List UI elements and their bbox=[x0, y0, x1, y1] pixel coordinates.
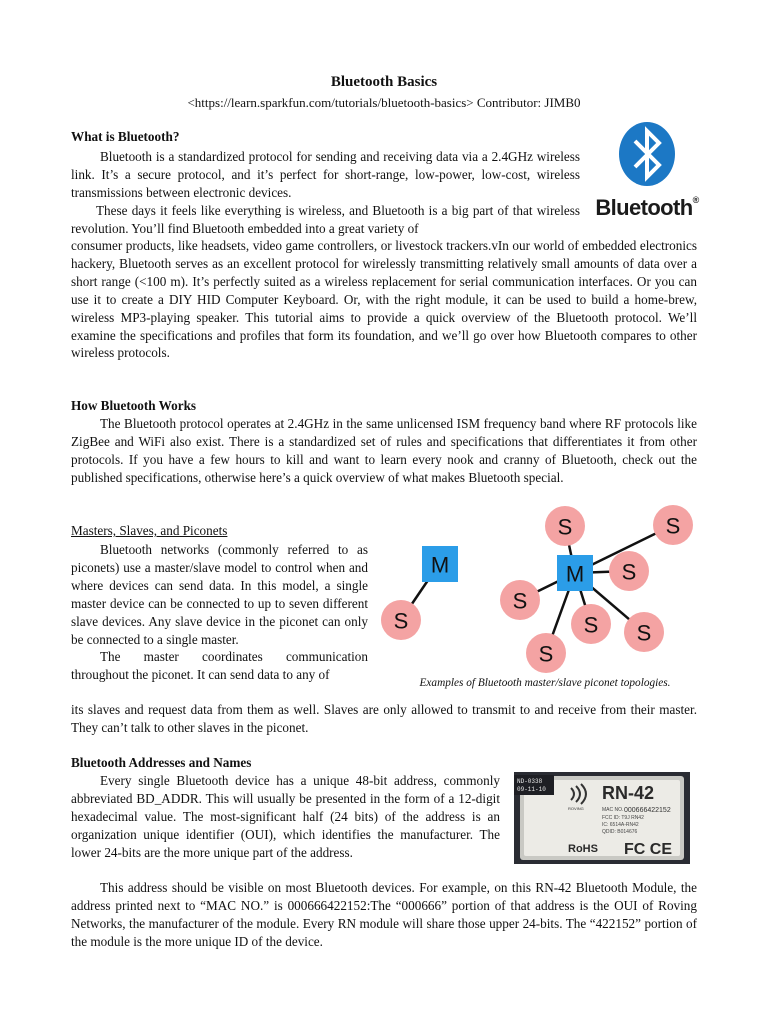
registered-mark: ® bbox=[692, 195, 699, 205]
piconet-caption: Examples of Bluetooth master/slave piconet topologies. bbox=[419, 677, 671, 689]
wordmark-text: Bluetooth bbox=[595, 195, 693, 220]
addresses-text-cont bbox=[71, 879, 697, 951]
addresses-text bbox=[71, 772, 500, 862]
slave-label: S bbox=[393, 608, 409, 634]
subheading-masters-slaves-piconets: Masters, Slaves, and Piconets bbox=[71, 523, 228, 538]
slave-label: S bbox=[538, 641, 554, 667]
slave-label: S bbox=[557, 514, 573, 540]
paragraph: Bluetooth networks (commonly referred to as piconets) use a master/slave model to control when and where devices can send data. In this model, a single master device can be connected to up to seven different slave devices. Any slave device in the piconet can only be connected to a single master. bbox=[71, 542, 368, 647]
paragraph: Every single Bluetooth device has a unique 48-bit address, commonly abbreviated BD_ADDR. This will usually be presented in the form of a 12-digit hexadecimal value. The most-significant half (24 bits) of the address is an organization unique identifier (OUI), which identifies the manufacturer. The lower 24-bits are the more unique part of the address. bbox=[71, 773, 500, 860]
qdid-line: QDID: B014676 bbox=[602, 829, 638, 835]
mac-label: MAC NO. bbox=[602, 807, 624, 813]
source-line: <https://learn.sparkfun.com/tutorials/bluetooth-basics> Contributor: JIMB0 bbox=[187, 95, 581, 110]
paragraph: Bluetooth is a standardized protocol for sending and receiving data via a 2.4GHz wireless link. It’s a secure protocol, and it’s perfect for short-range, low-power, low-cost, wireless transmissions between electronic devices. bbox=[71, 149, 580, 200]
slave-label: S bbox=[636, 620, 652, 646]
paragraph: The Bluetooth protocol operates at 2.4GHz in the same unlicensed ISM frequency band where RF protocols like ZigBee and WiFi also exist. There is a standardized set of rules and specifications that differentiates it from other protocols. If you have a few hours to kill and want to learn every nook and cranny of Bluetooth, check out the published specifications, otherwise here’s a quick overview of what makes Bluetooth special. bbox=[71, 416, 697, 485]
piconet-diagram bbox=[380, 502, 710, 680]
paragraph: This address should be visible on most Bluetooth devices. For example, on this RN-42 Bluetooth Module, the address printed next to “MAC NO.” is 000666422152:The “000666” portion of that address is the OUI of Roving Networks, the manufacturer of the module. Every RN module will share those upper 24-bits. The “422152” portion of the module is the more unique ID of the device. bbox=[71, 880, 697, 949]
model-label: RN-42 bbox=[602, 783, 655, 803]
slave-label: S bbox=[621, 559, 637, 585]
piconet-text-cont bbox=[71, 701, 697, 737]
bluetooth-wordmark bbox=[592, 195, 702, 221]
bluetooth-logo bbox=[592, 121, 702, 229]
slave-label: S bbox=[583, 612, 599, 638]
master-label: M bbox=[565, 561, 585, 587]
paragraph: These days it feels like everything is wireless, and Bluetooth is a big part of that wireless revolution. You’ll find Bluetooth embedded into a great variety of bbox=[71, 202, 580, 236]
heading-bluetooth-addresses: Bluetooth Addresses and Names bbox=[71, 755, 252, 770]
slave-label: S bbox=[512, 588, 528, 614]
document-title: Bluetooth Basics bbox=[330, 74, 438, 90]
heading-what-is-bluetooth: What is Bluetooth? bbox=[71, 129, 180, 144]
rn42-module-photo bbox=[514, 772, 690, 864]
paragraph: The master coordinates communication throughout the piconet. It can send data to any of bbox=[71, 649, 368, 683]
heading-how-bluetooth-works: How Bluetooth Works bbox=[71, 398, 197, 413]
brand-label: ROVING bbox=[568, 806, 584, 811]
master-label: M bbox=[430, 552, 450, 578]
fcc-line: FCC ID: T9J RN42 bbox=[602, 815, 644, 821]
rohs-label: RoHS bbox=[568, 843, 598, 855]
what-is-bluetooth-text bbox=[71, 148, 580, 238]
mac-value: 000666422152 bbox=[624, 807, 671, 814]
how-bluetooth-works-text bbox=[71, 415, 697, 487]
ic-line: IC: 6514A-RN42 bbox=[602, 822, 639, 828]
slave-label: S bbox=[665, 513, 681, 539]
certification-marks: FC CE bbox=[624, 841, 672, 858]
sticker-line1: ND-0338 bbox=[517, 778, 543, 785]
piconet-text bbox=[71, 541, 368, 684]
sticker-line2: 09-11-10 bbox=[517, 786, 546, 793]
paragraph: its slaves and request data from them as well. Slaves are only allowed to transmit to and receive from their master. They can’t talk to other slaves in the piconet. bbox=[71, 702, 697, 735]
paragraph: consumer products, like headsets, video game controllers, or livestock trackers.vIn our world of embedded electronics hackery, Bluetooth serves as an excellent protocol for wirelessly transmitting relatively small amounts of data over a short range (<100 m). It’s perfectly suited as a wireless replacement for serial communication interfaces. Or you can use it to create a DIY HID Computer Keyboard. Or, with the right module, it can be used to build a home-brew, wireless MP3-playing speaker. This tutorial aims to provide a quick overview of the Bluetooth protocol. We’ll examine the specifications and profiles that form its foundation, and we’ll go over how Bluetooth compares to other wireless protocols. bbox=[71, 238, 697, 361]
what-is-bluetooth-text-cont bbox=[71, 237, 697, 362]
